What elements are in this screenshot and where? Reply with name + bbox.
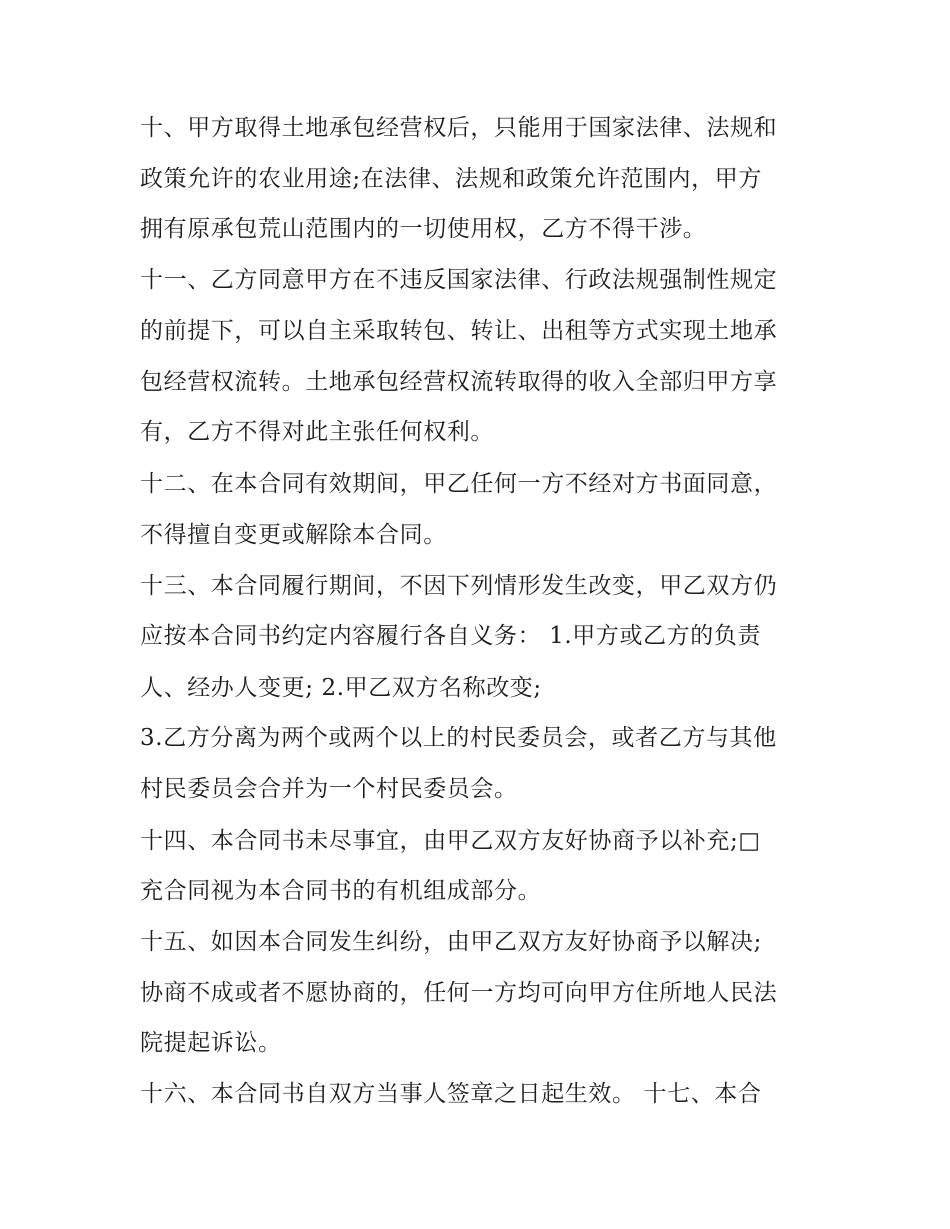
text-line: 拥有原承包荒山范围内的一切使用权，乙方不得干涉。 (140, 216, 707, 242)
text-line: 村民委员会合并为一个村民委员会。 (140, 776, 518, 802)
text-line: 十四、本合同书未尽事宜，由甲乙双方友好协商予以补充;□ (140, 828, 761, 854)
text-line: 政策允许的农业用途;在法律、法规和政策允许范围内，甲方 (140, 166, 762, 192)
text-line: 应按本合同书约定内容履行各自义务： 1.甲方或乙方的负责 (140, 623, 762, 649)
text-line: 协商不成或者不愿协商的，任何一方均可向甲方住所地人民法 (140, 980, 778, 1006)
text-line: 有，乙方不得对此主张任何权利。 (140, 419, 494, 445)
text-line: 不得擅自变更或解除本合同。 (140, 522, 447, 548)
text-line: 包经营权流转。土地承包经营权流转取得的收入全部归甲方享 (140, 369, 778, 395)
text-line: 十六、本合同书自双方当事人签章之日起生效。 十七、本合 (140, 1081, 762, 1107)
text-line: 院提起诉讼。 (140, 1030, 282, 1056)
text-line: 十、甲方取得土地承包经营权后，只能用于国家法律、法规和 (140, 115, 778, 141)
text-line: 十二、在本合同有效期间，甲乙任何一方不经对方书面同意， (140, 471, 778, 497)
text-line: 十五、如因本合同发生纠纷，由甲乙双方友好协商予以解决; (140, 929, 762, 955)
text-line: 3.乙方分离为两个或两个以上的村民委员会，或者乙方与其他 (140, 725, 777, 751)
text-line: 充合同视为本合同书的有机组成部分。 (140, 878, 542, 904)
text-line: 十一、乙方同意甲方在不违反国家法律、行政法规强制性规定 (140, 267, 778, 293)
text-line: 的前提下，可以自主采取转包、转让、出租等方式实现土地承 (140, 318, 778, 344)
text-line: 人、经办人变更; 2.甲乙双方名称改变; (140, 675, 542, 701)
text-line: 十三、本合同履行期间，不因下列情形发生改变，甲乙双方仍 (140, 573, 778, 599)
